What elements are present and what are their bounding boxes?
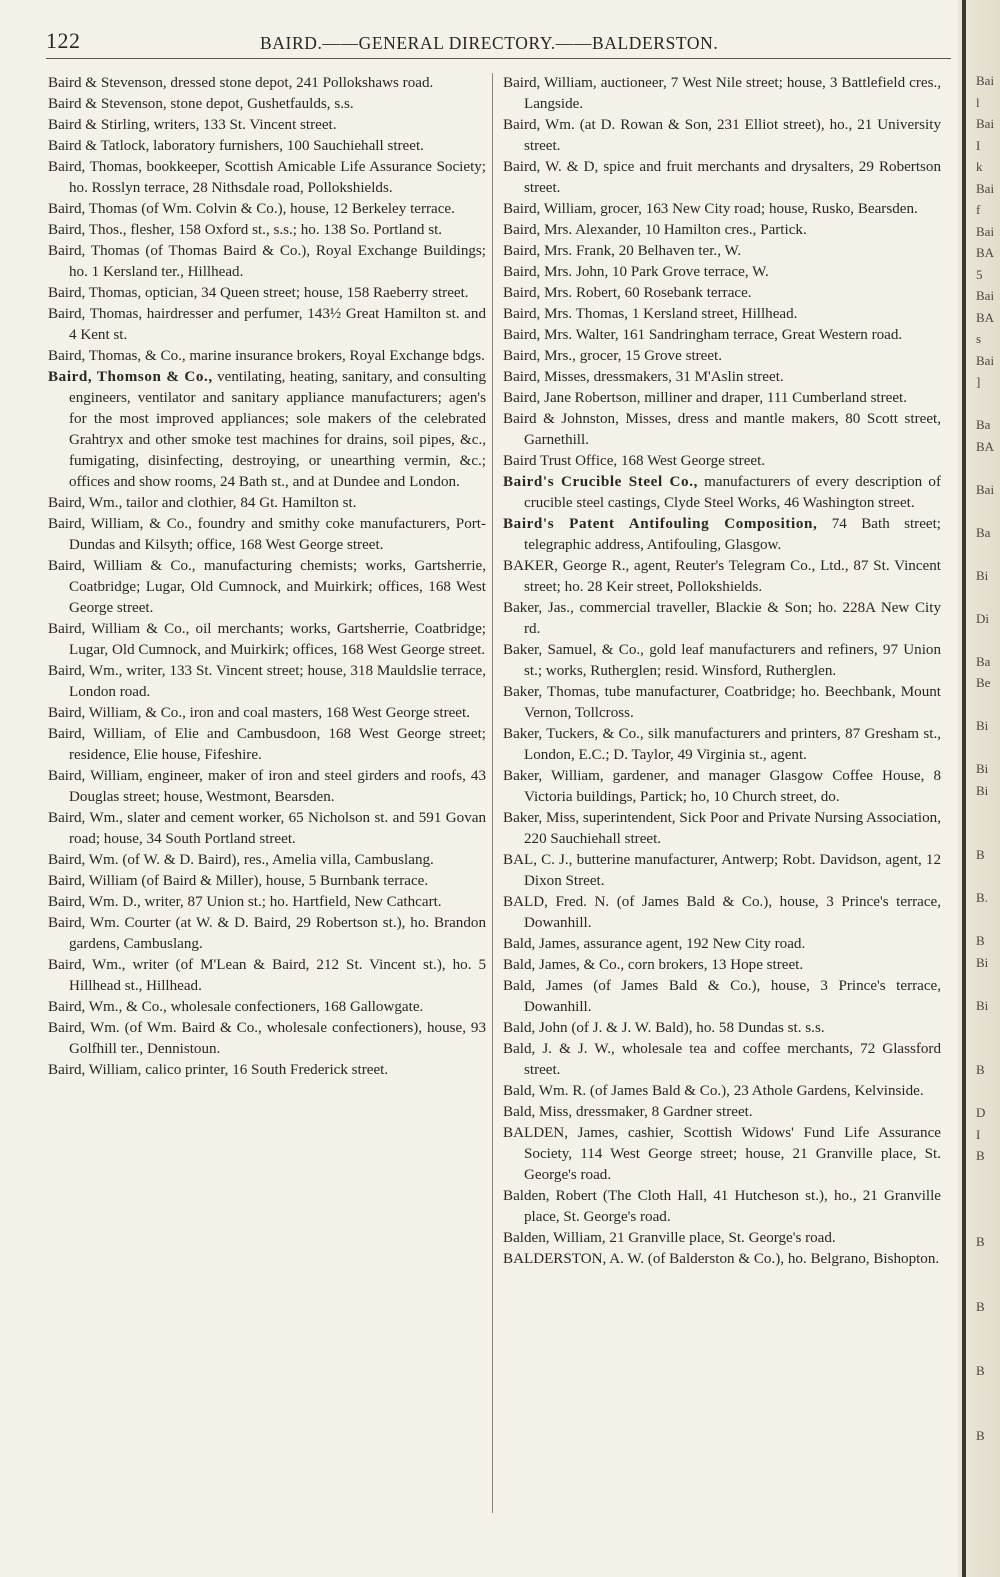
directory-entry [503,304,941,325]
entry-text: Baird, Mrs. Walter, 161 Sandringham terrace, Great Western road. [503,327,903,343]
directory-entry [503,157,941,199]
edge-fragment [976,393,998,415]
entry-lead: Baird's Crucible Steel Co., [503,474,698,490]
directory-entry [48,514,486,556]
edge-fragment: I [976,137,981,153]
entry-text: manufacturers of every description of crucible steel castings, Clyde Steel Works, 46 Washington street. [524,474,941,511]
edge-fragment: Ba [976,653,991,669]
directory-entry [48,556,486,619]
entry-text: 74 Bath street; telegraphic address, Antifouling, Glasgow. [524,516,941,553]
directory-entry [503,367,941,388]
edge-fragment: B [976,1427,985,1443]
directory-entry [48,73,486,94]
directory-entry [503,976,941,1018]
directory-entry [48,367,486,493]
edge-fragment: Bai [976,73,995,88]
directory-entry [48,703,486,724]
directory-entry [48,955,486,997]
edge-fragment [976,801,998,823]
entry-text: Baird & Stirling, writers, 133 St. Vincent street. [48,117,337,133]
entry-text: Baker, William, gardener, and manager Glasgow Coffee House, 8 Victoria buildings, Partick; ho, 10 Church street, do. [503,768,941,805]
edge-fragment [976,1382,998,1404]
edge-fragment: Bai [976,223,995,239]
edge-fragment: BA [976,309,995,325]
directory-entry [48,661,486,703]
edge-fragment: BA [976,245,995,260]
edge-fragment [976,1446,998,1468]
directory-entry [503,808,941,850]
entry-text: Baird & Stevenson, stone depot, Gushetfaulds, s.s. [48,96,354,112]
edge-fragment [976,737,998,759]
entry-text: Bald, James, & Co., corn brokers, 13 Hope street. [503,957,804,973]
entry-lead: Baird, Thomson & Co., [48,369,213,385]
entry-text: Baird, Mrs. Alexander, 10 Hamilton cres., Partick. [503,222,807,238]
directory-entry [48,199,486,220]
edge-fragment [976,1489,998,1511]
entry-text: Baker, Jas., commercial traveller, Blackie & Son; ho. 228A New City rd. [503,600,941,637]
entry-text: Baird, Thomas (of Wm. Colvin & Co.), house, 12 Berkeley terrace. [48,201,455,217]
edge-fragment [976,586,998,608]
entry-text: Baird, Wm., writer, 133 St. Vincent street; house, 318 Mauldslie terrace, London road. [48,663,486,700]
directory-entry [503,934,941,955]
entry-text: Baird & Johnston, Misses, dress and mantle makers, 80 Scott street, Garnethill. [503,411,941,448]
edge-fragment [976,1167,998,1189]
directory-entry [503,1018,941,1039]
directory-entry [503,115,941,157]
edge-fragment [976,1317,998,1339]
edge-fragment: B [976,1148,985,1163]
entry-text: Bald, James (of James Bald & Co.), house, 3 Prince's terrace, Dowanhill. [503,978,941,1015]
entry-text: Baird, William, & Co., iron and coal masters, 168 West George street. [48,705,470,721]
directory-entry [503,451,941,472]
right-column [503,73,941,1270]
entry-text: Baird, Mrs. Thomas, 1 Kersland street, Hillhead. [503,306,798,322]
directory-entry [48,619,486,661]
entry-text: Baird, Wm., slater and cement worker, 65 Nicholson st. and 591 Govan road; house, 34 South Portland street. [48,810,486,847]
edge-fragment [976,1016,998,1038]
directory-entry [48,94,486,115]
entry-text: Baird, William, engineer, maker of iron and steel girders and roofs, 43 Douglas street; house, Westmont, Bearsden. [48,768,486,805]
binding-fold [962,0,966,1577]
directory-entry [48,1060,486,1081]
entry-text: Baird, Wm., writer (of M'Lean & Baird, 212 St. Vincent st.), ho. 5 Hillhead st., Hillhead. [48,957,486,994]
entry-text: BALDEN, James, cashier, Scottish Widows' Fund Life Assurance Society, 114 West George street; house, 21 Granville place, St. George's road. [503,1125,941,1183]
edge-fragment [976,1339,998,1361]
adjacent-page-fragments [976,70,998,1554]
page-header [46,28,951,58]
edge-fragment [976,1532,998,1554]
edge-fragment [976,457,998,479]
entry-text: Baird, William, & Co., foundry and smithy coke manufacturers, Port-Dundas and Kilsyth; office, 168 West George street. [48,516,486,553]
directory-entry [48,724,486,766]
edge-fragment: B [976,1298,985,1314]
edge-fragment: k [976,159,983,174]
edge-fragment: 5 [976,266,983,282]
edge-fragment: Bi [976,567,989,583]
directory-entry [503,724,941,766]
edge-fragment [976,694,998,716]
entry-text: Bald, J. & J. W., wholesale tea and coffee merchants, 72 Glassford street. [503,1041,941,1078]
entry-text: BALDERSTON, A. W. (of Balderston & Co.), ho. Belgrano, Bishopton. [503,1251,940,1267]
entry-text: Baird, William, calico printer, 16 South Frederick street. [48,1062,389,1078]
directory-entry [503,766,941,808]
directory-entry [503,409,941,451]
directory-entry [503,1039,941,1081]
entry-text: BAKER, George R., agent, Reuter's Telegram Co., Ltd., 87 St. Vincent street; ho. 28 Keir street, Pollokshields. [503,558,941,595]
directory-entry [503,1186,941,1228]
edge-fragment [976,1403,998,1425]
directory-entry [503,850,941,892]
edge-fragment: Bai [976,116,995,131]
directory-entry [48,304,486,346]
edge-fragment [976,1511,998,1533]
entry-text: Baird, W. & D, spice and fruit merchants and drysalters, 29 Robertson street. [503,159,941,196]
entry-text: Baird, Thomas, & Co., marine insurance brokers, Royal Exchange bdgs. [48,348,485,364]
edge-fragment: Bi [976,718,989,733]
entry-text: Baird, Thomas (of Thomas Baird & Co.), Royal Exchange Buildings; ho. 1 Kersland ter., Hillhead. [48,243,486,280]
directory-entry [503,346,941,367]
directory-entry [503,262,941,283]
edge-fragment: B [976,1234,985,1249]
entry-text: Baird, Wm. (at D. Rowan & Son, 231 Elliot street), ho., 21 University street. [503,117,941,154]
column-divider [492,73,493,1513]
entry-text: Bald, Wm. R. (of James Bald & Co.), 23 Athole Gardens, Kelvinside. [503,1083,924,1099]
page-number: 122 [46,28,81,53]
directory-entry [48,913,486,955]
directory-entry [503,682,941,724]
directory-entry [503,1081,941,1102]
edge-fragment: f [976,202,981,217]
edge-fragment [976,909,998,931]
edge-fragment [976,1081,998,1103]
edge-fragment [976,1210,998,1232]
edge-fragment: Bai [976,352,995,368]
entry-text: Baird, Wm. (of Wm. Baird & Co., wholesale confectioners), house, 93 Golfhill ter., Dennistoun. [48,1020,486,1057]
directory-entry [48,850,486,871]
entry-text: Baird, William (of Baird & Miller), house, 5 Burnbank terrace. [48,873,429,889]
edge-fragment [976,823,998,845]
entry-text: Baird, William, grocer, 163 New City road; house, Rusko, Bearsden. [503,201,918,217]
directory-entry [48,766,486,808]
entry-text: Baird Trust Office, 168 West George street. [503,453,766,469]
edge-fragment: s [976,331,982,346]
edge-fragment: B [976,847,985,862]
edge-fragment: B. [976,890,988,905]
edge-fragment: Bi [976,782,989,798]
edge-fragment [976,1188,998,1210]
directory-entry [503,241,941,262]
directory-entry [503,325,941,346]
entry-text: Baird, Thomas, hairdresser and perfumer, 143½ Great Hamilton st. and 4 Kent st. [48,306,486,343]
directory-entry [48,1018,486,1060]
directory-entry [48,871,486,892]
entry-text: Bald, Miss, dressmaker, 8 Gardner street. [503,1104,753,1120]
directory-entry [503,388,941,409]
edge-fragment: I [976,1126,981,1142]
entry-text: Baker, Miss, superintendent, Sick Poor and Private Nursing Association, 220 Sauchiehall street. [503,810,941,847]
directory-entry [48,808,486,850]
entry-text: Baird, Thos., flesher, 158 Oxford st., s.s.; ho. 138 So. Portland st. [48,222,443,238]
edge-fragment: Be [976,675,991,690]
directory-entry [48,892,486,913]
directory-entry [503,955,941,976]
entry-text: ventilating, heating, sanitary, and consulting engineers, ventilator and sanitary appliance manufacturers; agen's for the most improved appliances; sole makers of the celebrated Grahtryx and other smoke test machines for drains, soil pipes, &c., fumigating, disinfecting, destroying, or unearthing vermin, &c.; offices and show rooms, 24 Bath st., and at Dundee and London. [69,369,486,490]
directory-entry [503,556,941,598]
directory-entry [503,220,941,241]
entry-text: Balden, William, 21 Granville place, St. George's road. [503,1230,836,1246]
edge-fragment [976,1038,998,1060]
directory-entry [503,514,941,556]
directory-entry [503,283,941,304]
entry-text: Baird, Wm. D., writer, 87 Union st.; ho. Hartfield, New Cathcart. [48,894,442,910]
entry-text: Baird, Mrs. John, 10 Park Grove terrace, W. [503,264,769,280]
directory-entry [48,346,486,367]
entry-text: Baird, Wm., tailor and clothier, 84 Gt. Hamilton st. [48,495,357,511]
entry-text: Baird, Mrs., grocer, 15 Grove street. [503,348,723,364]
edge-fragment: l [976,94,980,110]
directory-entry [503,73,941,115]
entry-text: Baird, William, auctioneer, 7 West Nile street; house, 3 Battlefield cres., Langside. [503,75,941,112]
entry-text: Baker, Thomas, tube manufacturer, Coatbridge; ho. Beechbank, Mount Vernon, Tollcross. [503,684,941,721]
directory-entry [48,493,486,514]
directory-entry [503,1102,941,1123]
entry-text: Baker, Tuckers, & Co., silk manufacturers and printers, 87 Gresham st., London, E.C.; D. Taylor, 49 Virginia st., agent. [503,726,941,763]
edge-fragment: Ba [976,417,991,432]
edge-fragment [976,500,998,522]
edge-fragment [976,866,998,888]
directory-entry [503,640,941,682]
directory-entry [48,283,486,304]
edge-fragment [976,543,998,565]
edge-fragment [976,1468,998,1490]
entry-text: Baird, Misses, dressmakers, 31 M'Aslin street. [503,369,784,385]
edge-fragment: B [976,1363,985,1378]
entry-text: Baird, Wm. Courter (at W. & D. Baird, 29 Robertson st.), ho. Brandon gardens, Cambuslang. [48,915,486,952]
entry-text: Baker, Samuel, & Co., gold leaf manufacturers and refiners, 97 Union st.; works, Rutherglen; resid. Winsford, Rutherglen. [503,642,941,679]
edge-fragment: Bai [976,288,995,303]
entry-text: Baird, Jane Robertson, milliner and draper, 111 Cumberland street. [503,390,908,406]
edge-fragment: Bi [976,761,989,776]
left-column [48,73,486,1081]
directory-entry [503,1228,941,1249]
edge-fragment: BA [976,438,995,454]
entry-text: Baird, Wm., & Co., wholesale confectioners, 168 Gallowgate. [48,999,424,1015]
edge-fragment: B [976,1062,985,1077]
directory-entry [503,199,941,220]
directory-entry [503,472,941,514]
edge-fragment [976,1253,998,1275]
edge-fragment [976,1274,998,1296]
directory-entry [503,1123,941,1186]
directory-entry [48,997,486,1018]
entry-text: Baird & Tatlock, laboratory furnishers, 100 Sauchiehall street. [48,138,424,154]
directory-entry [48,115,486,136]
directory-entry [503,1249,941,1270]
directory-entry [503,598,941,640]
entry-text: Baird, William & Co., manufacturing chemists; works, Gartsherrie, Coatbridge; Lugar, Old Cumnock, and Muirkirk; offices, 168 West George street. [48,558,486,616]
entry-text: BAL, C. J., butterine manufacturer, Antwerp; Robt. Davidson, agent, 12 Dixon Street. [503,852,941,889]
entry-text: Baird, Mrs. Robert, 60 Rosebank terrace. [503,285,752,301]
edge-fragment: Bi [976,954,989,970]
entry-text: Baird, Thomas, bookkeeper, Scottish Amicable Life Assurance Society; ho. Rosslyn terrace, 28 Nithsdale road, Pollokshields. [48,159,486,196]
entry-text: Baird, Wm. (of W. & D. Baird), res., Amelia villa, Cambuslang. [48,852,434,868]
header-rule [46,58,951,59]
edge-fragment: Ba [976,524,991,540]
edge-fragment: ] [976,374,981,389]
edge-fragment: D [976,1105,986,1120]
entry-text: Baird, Thomas, optician, 34 Queen street; house, 158 Raeberry street. [48,285,469,301]
entry-lead: Baird's Patent Antifouling Composition, [503,516,818,532]
entry-text: Balden, Robert (The Cloth Hall, 41 Hutcheson st.), ho., 21 Granville place, St. George's road. [503,1188,941,1225]
running-head: BAIRD.——GENERAL DIRECTORY.——BALDERSTON. [260,33,719,53]
edge-fragment: Bai [976,481,995,497]
directory-entry [503,892,941,934]
entry-text: Baird, Mrs. Frank, 20 Belhaven ter., W. [503,243,742,259]
entry-text: Baird & Stevenson, dressed stone depot, 241 Pollokshaws road. [48,75,434,91]
entry-text: Bald, John (of J. & J. W. Bald), ho. 58 Dundas st. s.s. [503,1020,825,1036]
entry-text: BALD, Fred. N. (of James Bald & Co.), house, 3 Prince's terrace, Dowanhill. [503,894,941,931]
directory-entry [48,220,486,241]
entry-text: Bald, James, assurance agent, 192 New City road. [503,936,806,952]
edge-fragment: B [976,933,985,948]
entry-text: Baird, William, of Elie and Cambusdoon, 168 West George street; residence, Elie house, Fifeshire. [48,726,486,763]
entry-text: Baird, William & Co., oil merchants; works, Gartsherrie, Coatbridge; Lugar, Old Cumnock, and Muirkirk; offices, 168 West George street. [48,621,486,658]
edge-fragment: Di [976,610,989,626]
directory-entry [48,241,486,283]
directory-entry [48,136,486,157]
edge-fragment [976,973,998,995]
directory-entry [48,157,486,199]
edge-fragment: Bai [976,180,995,196]
edge-fragment: Bi [976,997,989,1013]
edge-fragment [976,629,998,651]
